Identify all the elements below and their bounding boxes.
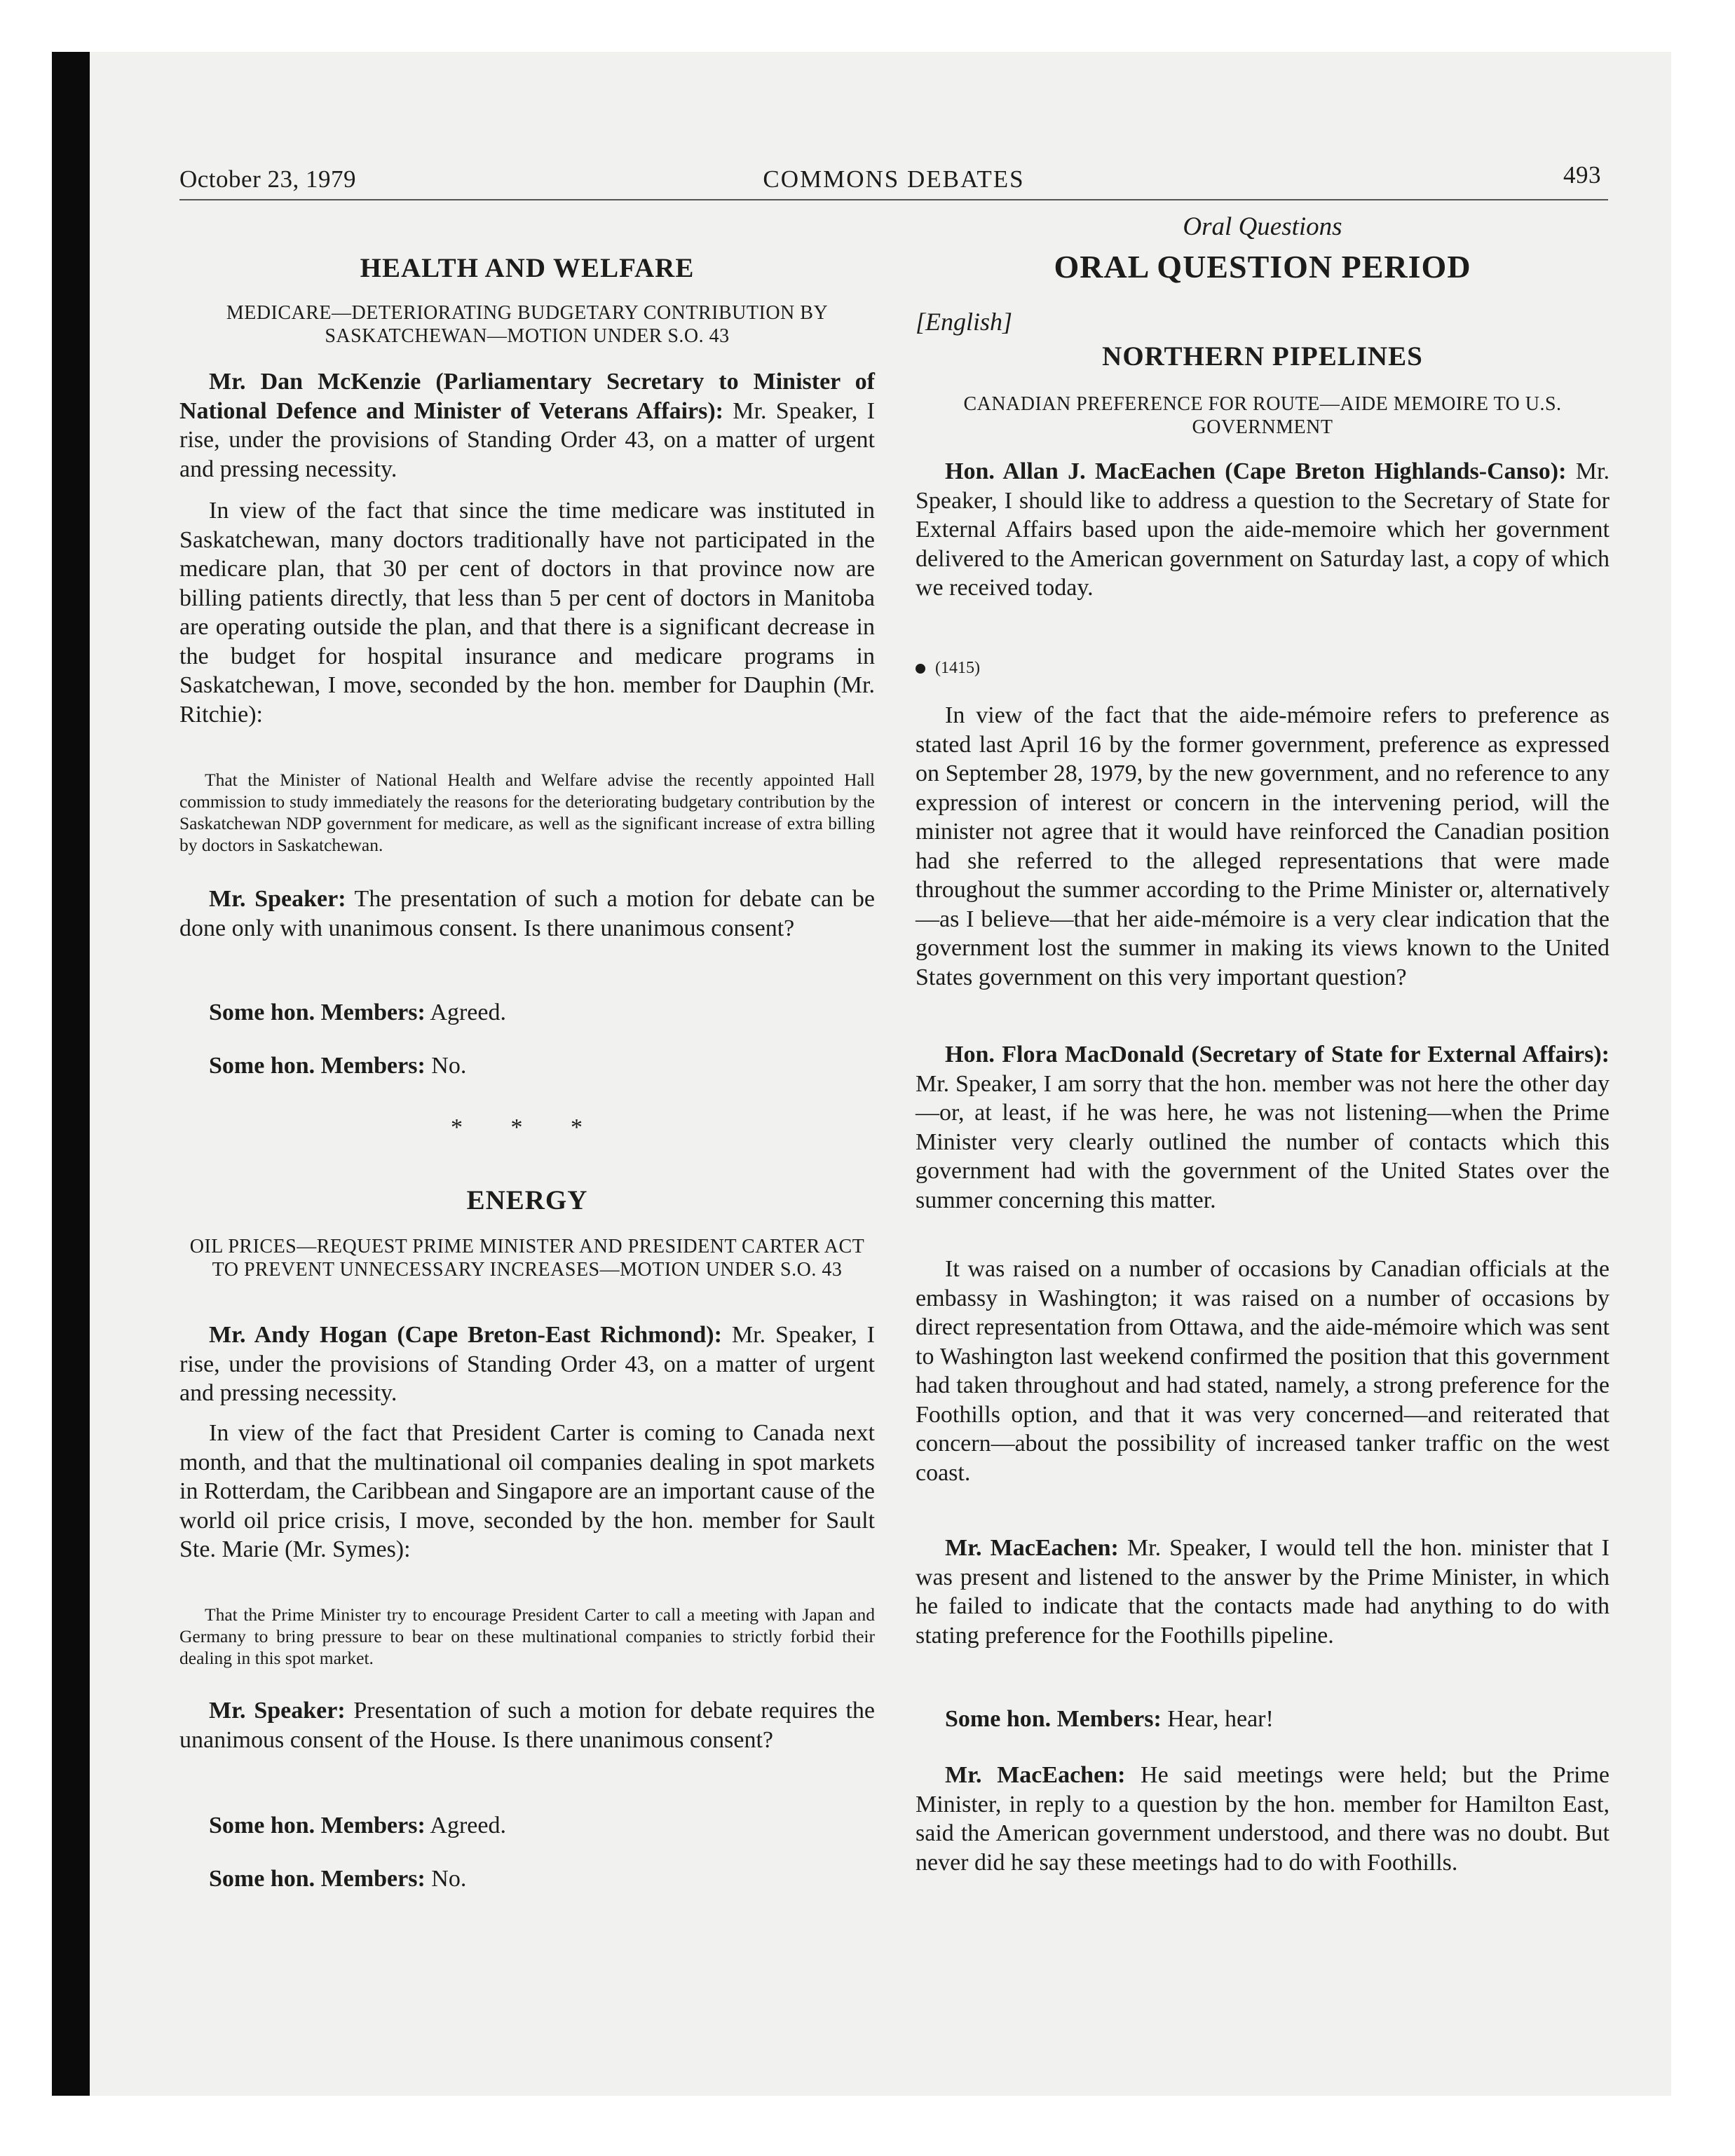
time-marker-text: (1415) bbox=[935, 659, 980, 677]
paragraph-maceachen-3 bbox=[916, 1761, 1610, 1877]
motion-text-medicare: That the Minister of National Health and Welfare advise the recently appointed Hall commission to study immediately the reasons for the deteriorating budgetary contribution by the Saskatchewan NDP government for medicare, as well as the significant increase of extra billing by doctors in Saskatchewan. bbox=[179, 770, 875, 855]
paragraph-text: He said meetings were held; but the Prime Minister, in reply to a question by the hon. member for Hamilton East, said the American government understood, and there was no doubt. But never did he say these meetings had to do with Foothills. bbox=[916, 1762, 1610, 1876]
section-separator: * * * bbox=[451, 1114, 604, 1140]
paragraph-maceachen-question: In view of the fact that the aide-mémoire refers to preference as stated last April 16 by the former government, preference as expressed on September 28, 1979, by the new government, and no reference to any expression of interest or concern in the intervening period, will the minister not agree that it would have reinforced the Canadian position had she referred to the alleged representations that were made throughout the summer according to the Prime Minister or, alternatively—as I believe—that her aide-mémoire is a very clear indication that the government lost the summer in making its views known to the United States government on this very important question? bbox=[916, 702, 1610, 990]
header-date: October 23, 1979 bbox=[179, 165, 356, 193]
paragraph-text: The presentation of such a motion for debate can be done only with unanimous consent. Is there unanimous consent? bbox=[179, 886, 876, 941]
paragraph-members-agreed-1 bbox=[179, 998, 875, 1028]
speaker-name: Some hon. Members: bbox=[209, 1866, 426, 1892]
speaker-name: Some hon. Members: bbox=[209, 1053, 426, 1079]
pipelines-subheading: CANADIAN PREFERENCE FOR ROUTE—AIDE MEMOIRE TO U.S. GOVERNMENT bbox=[963, 393, 1562, 438]
paragraph-members-agreed-2 bbox=[179, 1811, 875, 1841]
speaker-name: Some hon. Members: bbox=[209, 1813, 426, 1838]
paragraph-speaker-1 bbox=[179, 885, 875, 943]
header-page-number: 493 bbox=[1563, 161, 1601, 189]
paragraph-maceachen-1 bbox=[916, 457, 1610, 603]
speaker-name: Some hon. Members: bbox=[209, 999, 426, 1025]
speaker-name: Hon. Flora MacDonald (Secretary of State for External Affairs): bbox=[945, 1042, 1610, 1067]
paragraph-members-no-1 bbox=[179, 1051, 875, 1081]
paragraph-macdonald-2: It was raised on a number of occasions by Canadian officials at the embassy in Washington; it was raised on a number of occasions by direct representation from Ottawa, and the aide-mémoire which was sent to Washington last weekend confirmed the position that this government had taken throughout and had stated, namely, a strong preference for the Foothills option, and that it was very concerned—and reiterated that concern—about the possibility of increased tanker traffic on the west coast. bbox=[916, 1256, 1610, 1486]
paragraph-text: Mr. Speaker, I am sorry that the hon. member was not here the other day—or, at least, if he was here, he was not listening—when the Prime Minister very clearly outlined the number of contacts which this government had with the government of the United States over the summer concerning this matter. bbox=[916, 1070, 1610, 1213]
speaker-name: Mr. MacEachen: bbox=[945, 1762, 1126, 1788]
speaker-name: Mr. Speaker: bbox=[209, 1698, 346, 1724]
paragraph-text: Mr. Speaker, I would tell the hon. minister that I was present and listened to the answer by the Prime Minister, in which he failed to indicate that the contacts made had anything to do with stating preference for the Foothills pipeline. bbox=[916, 1535, 1610, 1649]
bullet-dot-icon bbox=[916, 664, 925, 674]
paragraph-text: No. bbox=[425, 1866, 467, 1892]
paragraph-mckenzie bbox=[179, 367, 875, 484]
paragraph-text: Mr. Speaker, I rise, under the provisions of Standing Order 43, on a matter of urgent and pressing necessity. bbox=[179, 397, 875, 482]
paragraph-maceachen-2 bbox=[916, 1534, 1610, 1650]
oral-question-period-heading: ORAL QUESTION PERIOD bbox=[1054, 249, 1471, 285]
binding-edge bbox=[52, 52, 90, 2096]
paragraph-text: Mr. Speaker, I should like to address a question to the Secretary of State for External Affairs based upon the aide-memoire which her government delivered to the American government on Saturday last, a copy of which we received today. bbox=[916, 458, 1610, 601]
speaker-name: Mr. Dan McKenzie (Parliamentary Secretary to Minister of National Defence and Minister of Veterans Affairs): bbox=[179, 369, 875, 424]
paragraph-text: Presentation of such a motion for debate requires the unanimous consent of the House. Is there unanimous consent? bbox=[179, 1698, 875, 1753]
paragraph-macdonald bbox=[916, 1040, 1610, 1215]
paragraph-speaker-2 bbox=[179, 1696, 875, 1754]
paragraph-medicare-motion-intro: In view of the fact that since the time medicare was instituted in Saskatchewan, many doctors traditionally have not participated in the medicare plan, that 30 per cent of doctors in that province now are billing patients directly, that less than 5 per cent of doctors in Manitoba are operating outside the plan, and that there is a significant decrease in the budget for hospital insurance and medicare programs in Saskatchewan, I move, seconded by the hon. member for Dauphin (Mr. Ritchie): bbox=[179, 498, 875, 728]
subheading-medicare: MEDICARE—DETERIORATING BUDGETARY CONTRIBUTION BY SASKATCHEWAN—MOTION UNDER S.O. 43 bbox=[226, 302, 829, 347]
paragraph-oil-motion-intro: In view of the fact that President Carter is coming to Canada next month, and that the multinational oil companies dealing in spot markets in Rotterdam, the Caribbean and Singapore are an important cause of the world oil price crisis, I move, seconded by the hon. member for Sault Ste. Marie (Mr. Symes): bbox=[179, 1420, 875, 1562]
section-heading-health: HEALTH AND WELFARE bbox=[360, 253, 695, 283]
paragraph-text: Agreed. bbox=[425, 1813, 506, 1838]
oral-questions-label: Oral Questions bbox=[1183, 212, 1342, 241]
subheading-oil-prices: OIL PRICES—REQUEST PRIME MINISTER AND PRESIDENT CARTER ACT TO PREVENT UNNECESSARY INCREASES—MOTION UNDER S.O. 43 bbox=[189, 1236, 865, 1281]
motion-text-oil: That the Prime Minister try to encourage President Carter to call a meeting with Japan and Germany to bring pressure to bear on these multinational companies to strictly forbid their dealing in this spot market. bbox=[179, 1604, 875, 1668]
speaker-name: Hon. Allan J. MacEachen (Cape Breton Highlands-Canso): bbox=[945, 458, 1567, 484]
paragraph-text: Agreed. bbox=[425, 999, 506, 1025]
paragraph-members-hear-hear bbox=[916, 1705, 1610, 1734]
speaker-name: Some hon. Members: bbox=[945, 1706, 1162, 1732]
header-publication-title: COMMONS DEBATES bbox=[763, 165, 1025, 193]
paragraph-text: No. bbox=[425, 1053, 467, 1079]
paragraph-text: Mr. Speaker, I rise, under the provisions of Standing Order 43, on a matter of urgent and pressing necessity. bbox=[179, 1322, 875, 1406]
time-marker bbox=[916, 659, 980, 678]
speaker-name: Mr. Speaker: bbox=[209, 886, 346, 912]
northern-pipelines-heading: NORTHERN PIPELINES bbox=[1102, 341, 1423, 371]
paragraph-text: Hear, hear! bbox=[1161, 1706, 1274, 1732]
language-marker: [English] bbox=[916, 308, 1013, 336]
paragraph-members-no-2 bbox=[179, 1864, 875, 1894]
speaker-name: Mr. MacEachen: bbox=[945, 1535, 1119, 1561]
speaker-name: Mr. Andy Hogan (Cape Breton-East Richmond): bbox=[209, 1322, 722, 1348]
page-header bbox=[179, 158, 1608, 200]
paragraph-hogan bbox=[179, 1321, 875, 1408]
section-heading-energy: ENERGY bbox=[466, 1185, 588, 1215]
